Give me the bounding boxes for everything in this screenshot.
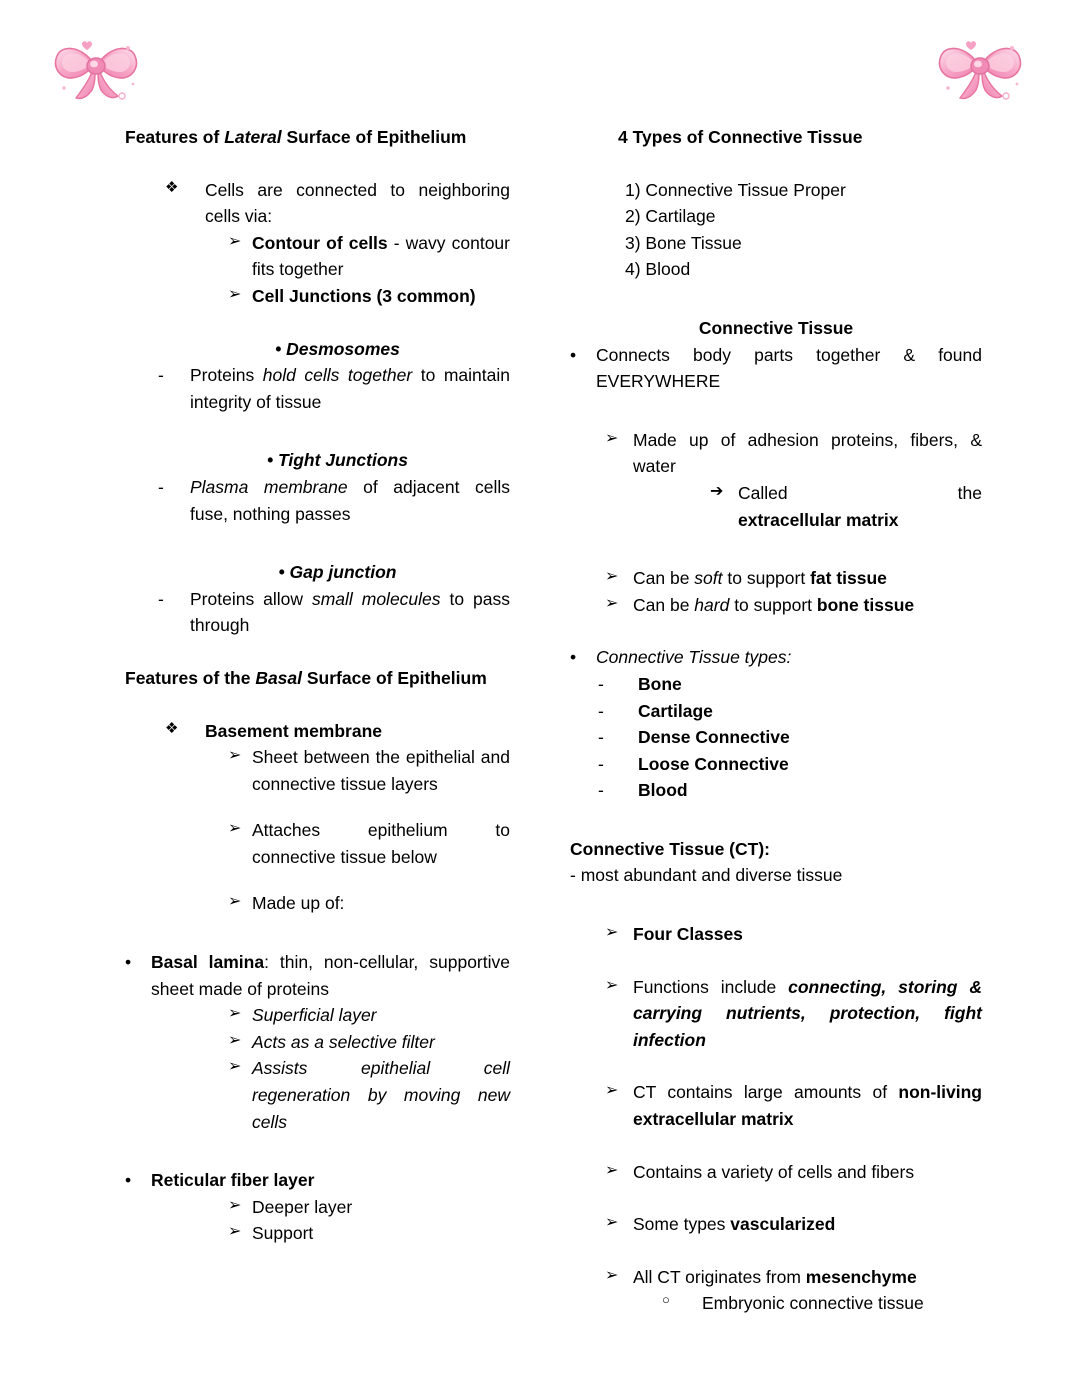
mesenchyme-label: mesenchyme [805, 1266, 917, 1287]
basal-lamina-rest: : thin, non-cellular, supportive sheet made of proteins [151, 952, 510, 999]
gap-junction-heading: • Gap junction [278, 562, 397, 583]
bullet-cell-junctions [125, 283, 510, 310]
ct-intro [570, 342, 982, 395]
dash-bullet-icon: - [598, 780, 604, 801]
desmosomes-heading: • Desmosomes [275, 338, 400, 359]
dot-bullet-icon: • [570, 647, 577, 668]
ct-hard-support [570, 592, 982, 619]
right-arrow-icon: ➔ [710, 482, 724, 500]
list-item: 3) Bone Tissue [625, 232, 742, 253]
ct-embryonic [570, 1290, 982, 1317]
vascularized-label: vascularized [730, 1214, 836, 1235]
left-section-title [125, 124, 510, 151]
reticular-sub-2-text: Support [252, 1223, 314, 1244]
extracellular-matrix-label: extracellular matrix [738, 509, 899, 530]
arrow-bullet-icon: ➢ [228, 820, 242, 838]
contour-rest: - wavy contour fits together [252, 232, 510, 280]
reticular-sub-1-text: Deeper layer [252, 1196, 353, 1217]
fat-tissue-label: fat tissue [810, 568, 887, 589]
functions-a: Functions include [633, 976, 789, 997]
left-section-title-2 [125, 665, 510, 692]
basal-lamina-label: Basal lamina [151, 952, 265, 973]
non-living-matrix-label: non-living extracellular matrix [633, 1082, 982, 1130]
mesenchyme-a: All CT originates from [633, 1266, 806, 1287]
hard-emphasis: hard [694, 594, 730, 615]
basement-sub-1 [125, 744, 510, 797]
contour-label: Contour of cells [252, 232, 388, 253]
ct-type-text: Loose Connective [638, 753, 789, 774]
basal-lamina-sub-2-text: Acts as a selective filter [252, 1031, 435, 1052]
arrow-bullet-icon: ➢ [605, 1266, 619, 1284]
arrow-bullet-icon: ➢ [605, 924, 619, 942]
basement-membrane-text: Basement membrane [205, 720, 383, 741]
ct-type-text: Cartilage [638, 700, 713, 721]
notes-page [0, 124, 1080, 1317]
basal-lamina-sub-3 [125, 1055, 510, 1135]
list-item: 4) Blood [625, 259, 691, 280]
ct-made-up-of [570, 427, 982, 480]
ct-types-heading-text: Connective Tissue types: [596, 647, 792, 668]
bullet-cells-connected [125, 177, 510, 230]
ct-abbrev-heading: Connective Tissue (CT): [570, 838, 770, 859]
circle-bullet-icon: ○ [662, 1292, 670, 1308]
desmosomes-c: to maintain integrity of tissue [190, 365, 510, 412]
ct-intro-text: Connects body parts together & found EVERYWHERE [596, 344, 982, 392]
left-title-part-c: Surface of Epithelium [281, 127, 467, 147]
arrow-bullet-icon: ➢ [228, 232, 242, 250]
soft-a: Can be [633, 568, 695, 589]
ct-variety-cells [570, 1159, 982, 1186]
dot-bullet-icon: • [125, 952, 132, 973]
bullet-contour-of-cells [125, 230, 510, 283]
list-item: 2) Cartilage [625, 206, 716, 227]
functions-emphasis: connecting, storing & carrying nutrients, protection, fight infection [633, 976, 982, 1050]
bullet-cells-connected-text: Cells are connected to neighboring cells via: [205, 179, 510, 227]
arrow-bullet-icon: ➢ [228, 1058, 242, 1076]
ct-made-up-of-text: Made up of adhesion proteins, fibers, & water [633, 429, 982, 477]
arrow-bullet-icon: ➢ [605, 1214, 619, 1232]
called-extracellular-matrix [570, 480, 982, 533]
dash-bullet-icon: - [598, 673, 604, 694]
left-column [0, 124, 540, 1317]
arrow-bullet-icon: ➢ [228, 893, 242, 911]
arrow-bullet-icon: ➢ [605, 568, 619, 586]
basement-sub-2 [125, 817, 510, 870]
ct-variety-text: Contains a variety of cells and fibers [633, 1161, 915, 1182]
ct-mesenchyme [570, 1264, 982, 1291]
tight-rest: of adjacent cells fuse, nothing passes [190, 476, 510, 524]
desmosomes-body [125, 362, 510, 415]
arrow-bullet-icon: ➢ [228, 1196, 242, 1214]
basement-sub-3 [125, 890, 510, 917]
reticular-sub-2 [125, 1220, 510, 1247]
left-title2-part-c: Surface of Epithelium [302, 667, 487, 688]
four-classes-text: Four Classes [633, 924, 743, 945]
gap-c: to pass through [190, 588, 510, 636]
basal-lamina-sub-1-text: Superficial layer [252, 1005, 377, 1026]
diamond-bullet-icon: ❖ [165, 719, 179, 737]
gap-junction-body [125, 586, 510, 639]
soft-c: to support [722, 568, 811, 589]
tight-junctions-body [125, 474, 510, 527]
arrow-bullet-icon: ➢ [228, 1031, 242, 1049]
gap-a: Proteins allow [190, 588, 312, 609]
bone-tissue-label: bone tissue [816, 594, 915, 615]
ct-soft-support [570, 565, 982, 592]
bullet-reticular-fiber-layer [125, 1167, 510, 1194]
ct-embryonic-text: Embryonic connective tissue [702, 1293, 924, 1314]
vascularized-a: Some types [633, 1214, 731, 1235]
left-title-emphasis: Lateral [224, 127, 282, 147]
list-item: 1) Connective Tissue Proper [625, 179, 846, 200]
basement-sub-2-text: Attaches epithelium to connective tissue below [252, 820, 510, 867]
left-title2-part-a: Features of the [125, 667, 256, 688]
basal-lamina-sub-2 [125, 1029, 510, 1056]
arrow-bullet-icon: ➢ [605, 429, 619, 447]
basement-sub-1-text: Sheet between the epithelial and connective tissue layers [252, 747, 510, 794]
arrow-bullet-icon: ➢ [605, 1082, 619, 1100]
dot-bullet-icon: • [570, 344, 577, 365]
connective-tissue-types-list [570, 177, 982, 283]
hard-a: Can be [633, 594, 695, 615]
ct-type-text: Dense Connective [638, 727, 790, 748]
left-title2-emphasis: Basal [255, 667, 303, 688]
called-the: the [957, 482, 982, 503]
dash-bullet-icon: - [598, 700, 604, 721]
four-classes [570, 921, 982, 948]
arrow-bullet-icon: ➢ [228, 1005, 242, 1023]
dash-bullet-icon: - [598, 753, 604, 774]
tight-emphasis: Plasma membrane [190, 476, 348, 497]
basal-lamina-sub-3-text: Assists epithelial cell regeneration by moving new cells [252, 1058, 510, 1132]
arrow-bullet-icon: ➢ [228, 747, 242, 765]
list-item [570, 751, 982, 778]
reticular-sub-1 [125, 1194, 510, 1221]
tight-junctions-heading: • Tight Junctions [267, 450, 408, 471]
arrow-bullet-icon: ➢ [228, 285, 242, 303]
dot-bullet-icon: • [125, 1170, 132, 1191]
ct-types-heading [570, 644, 982, 671]
reticular-text: Reticular fiber layer [151, 1170, 315, 1191]
arrow-bullet-icon: ➢ [605, 594, 619, 612]
ribbon-bow-icon-right [932, 22, 1028, 108]
arrow-bullet-icon: ➢ [605, 976, 619, 994]
called-label: Called [738, 482, 958, 503]
hard-c: to support [729, 594, 817, 615]
ct-contains-a: CT contains large amounts of [633, 1082, 899, 1103]
dash-bullet-icon: - [158, 476, 164, 497]
ct-functions [570, 974, 982, 1054]
ct-type-text: Bone [638, 673, 682, 694]
dash-bullet-icon: - [158, 588, 164, 609]
dash-bullet-icon: - [158, 365, 164, 386]
soft-emphasis: soft [694, 568, 723, 589]
desmosomes-a: Proteins [190, 365, 263, 386]
left-title-part-a: Features of [125, 127, 225, 147]
arrow-bullet-icon: ➢ [228, 1223, 242, 1241]
ribbon-bow-icon-left [48, 22, 144, 108]
right-column [540, 124, 1080, 1317]
dash-bullet-icon: - [598, 727, 604, 748]
arrow-bullet-icon: ➢ [605, 1161, 619, 1179]
cell-junctions-text: Cell Junctions (3 common) [252, 285, 476, 306]
ct-abbrev-subtext: - most abundant and diverse tissue [570, 865, 843, 886]
right-section-title: 4 Types of Connective Tissue [618, 127, 863, 147]
list-item [570, 724, 982, 751]
list-item [570, 698, 982, 725]
ct-vascularized [570, 1211, 982, 1238]
connective-tissue-heading: Connective Tissue [698, 317, 854, 338]
basement-sub-3-text: Made up of: [252, 893, 345, 914]
desmosomes-emphasis: hold cells together [262, 365, 413, 386]
ct-contains-matrix [570, 1079, 982, 1132]
ct-type-text: Blood [638, 780, 688, 801]
diamond-bullet-icon: ❖ [165, 178, 179, 196]
gap-emphasis: small molecules [311, 588, 441, 609]
basal-lamina-sub-1 [125, 1002, 510, 1029]
bullet-basal-lamina [125, 949, 510, 1002]
list-item [570, 777, 982, 804]
bullet-basement-membrane [125, 718, 510, 745]
list-item [570, 671, 982, 698]
